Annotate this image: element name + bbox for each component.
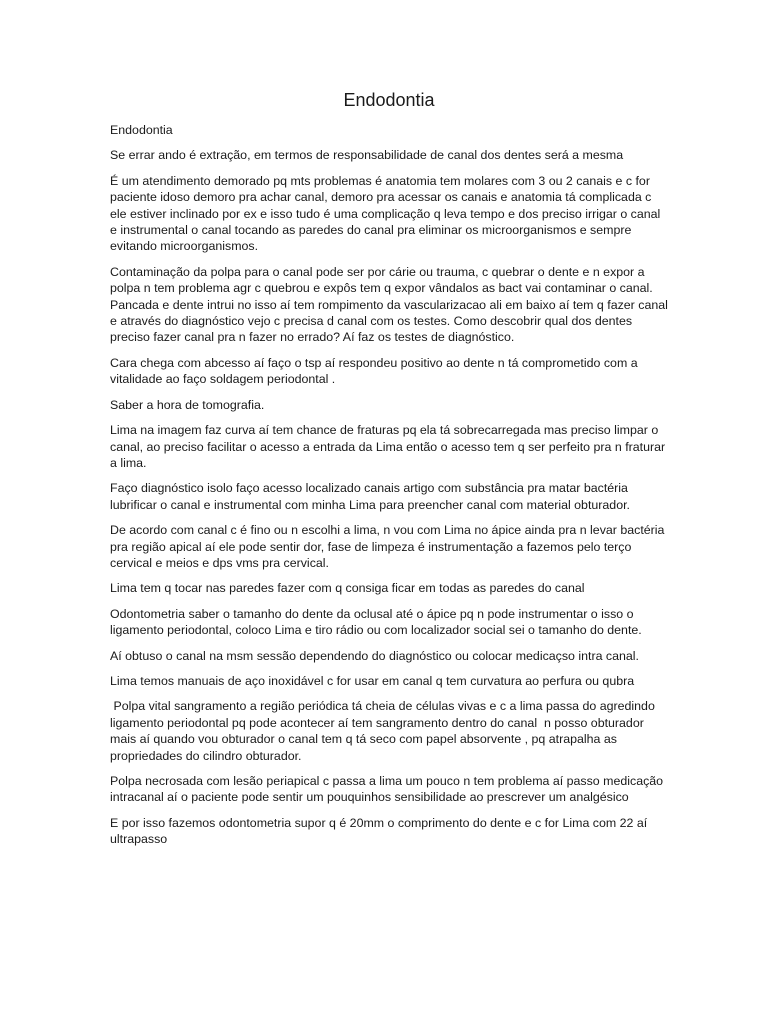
paragraph: É um atendimento demorado pq mts problemas é anatomia tem molares com 3 ou 2 canais e c for paciente idoso demoro pra achar canal, demoro pra acessar os canais e anatomia tá complicada c ele estiver inclinado por ex e isso tudo é uma complicação q leva tempo e dos preciso irrigar o canal e instrumental o canal tocando as paredes do canal pra eliminar os microorganismos e sempre evitando microorganismos. [110, 173, 664, 254]
paragraph: E por isso fazemos odontometria supor q é 20mm o comprimento do dente e c for Lima com 22 aí ultrapasso [110, 815, 651, 847]
paragraph-subtitle: Endodontia [110, 123, 173, 137]
paragraph: Lima na imagem faz curva aí tem chance de fraturas pq ela tá sobrecarregada mas preciso limpar o canal, ao preciso facilitar o acesso a entrada da Lima então o acesso tem q ser perfeito pra n fraturar a lima. [110, 423, 669, 470]
paragraph: Contaminação da polpa para o canal pode ser por cárie ou trauma, c quebrar o dente e n expor a polpa n tem problema agr c quebrou e expôs tem q expor vândalos as bact vai contaminar o canal. Pancada e dente intrui no isso aí tem rompimento da vascularizacao ali em baixo aí tem q fazer canal e através do diagnóstico vejo c precisa d canal com os testes. Como descobrir qual dos dentes preciso fazer canal pra n fazer no errado? Aí faz os testes de diagnóstico. [110, 264, 672, 345]
document-body [110, 122, 672, 848]
paragraph: Cara chega com abcesso aí faço o tsp aí respondeu positivo ao dente n tá comprometido com a vitalidade ao faço soldagem periodontal . [110, 355, 642, 387]
document-title: Endodontia [343, 90, 435, 110]
paragraph: Aí obtuso o canal na msm sessão dependendo do diagnóstico ou colocar medicaçso intra canal. [110, 648, 639, 663]
paragraph: Odontometria saber o tamanho do dente da oclusal até o ápice pq n pode instrumentar o isso o ligamento periodontal, coloco Lima e tiro rádio ou com localizador social sei o tamanho do dente. [110, 606, 642, 638]
paragraph: Polpa vital sangramento a região periódica tá cheia de células vivas e c a lima passa do agredindo ligamento periodontal pq pode acontecer aí tem sangramento dentro do canal n posso obturador mais aí quando vou obturador o canal tem q tá seco com papel absorvente , pq atrapalha as propriedades do cilindro obturador. [110, 699, 659, 763]
paragraph: Saber a hora de tomografia. [110, 397, 265, 412]
paragraph: Lima tem q tocar nas paredes fazer com q consiga ficar em todas as paredes do canal [110, 581, 585, 596]
paragraph: Lima temos manuais de aço inoxidável c for usar em canal q tem curvatura ao perfura ou qubra [110, 673, 635, 688]
paragraph: De acordo com canal c é fino ou n escolhi a lima, n vou com Lima no ápice ainda pra n levar bactéria pra região apical aí ele pode sentir dor, fase de limpeza é instrumentação a fazemos pelo terço cervical e meios e dps vms pra cervical. [110, 523, 668, 570]
paragraph: Se errar ando é extração, em termos de responsabilidade de canal dos dentes será a mesma [110, 148, 624, 163]
paragraph: Faço diagnóstico isolo faço acesso localizado canais artigo com substância pra matar bactéria lubrificar o canal e instrumental com minha Lima para preencher canal com material obturador. [110, 481, 632, 512]
paragraph: Polpa necrosada com lesão periapical c passa a lima um pouco n tem problema aí passo medicação intracanal aí o paciente pode sentir um pouquinhos sensibilidade ao prescrever um analgésico [110, 774, 667, 805]
